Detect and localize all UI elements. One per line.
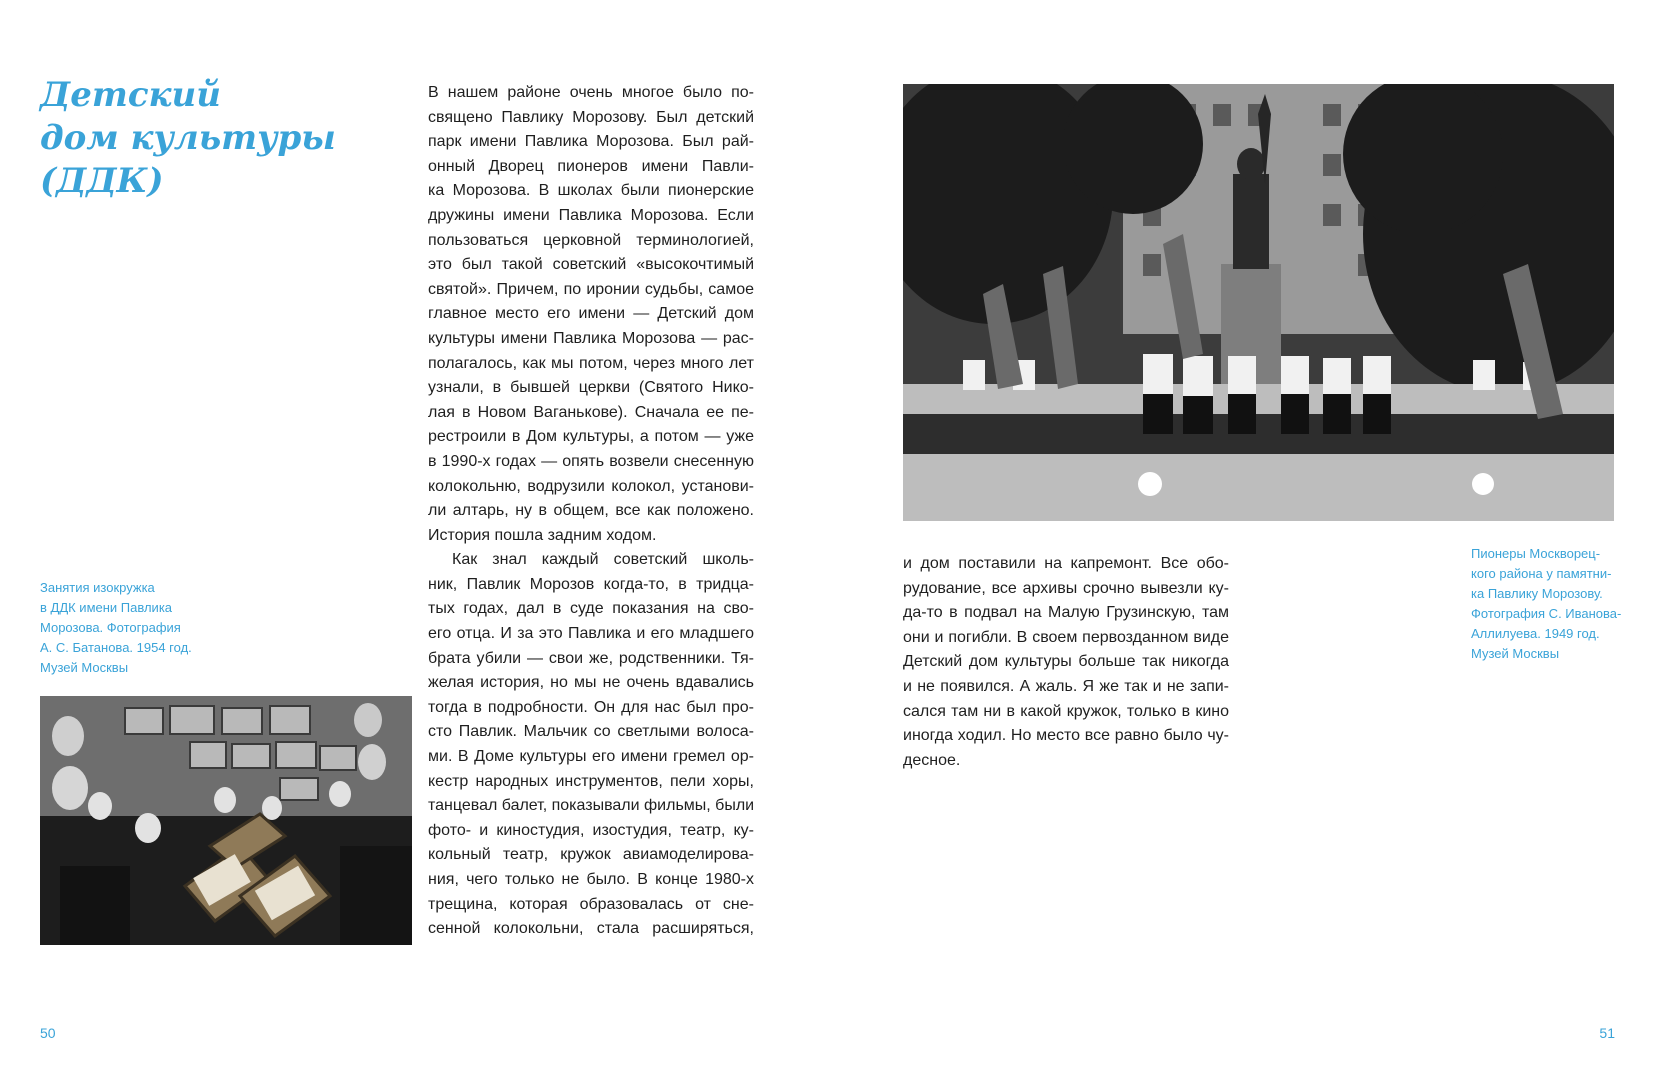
page-number-right: 51 [1599, 1025, 1615, 1041]
text-line: рестроили в Дом культуры, а потом — уже [428, 428, 754, 446]
page-number-left: 50 [40, 1025, 56, 1041]
text-line: желая история, но мы не очень вдавались [428, 674, 754, 692]
text-line: трещина, которая образовалась от сне- [428, 895, 754, 913]
text-line: это был такой советский «высокочтимый [428, 256, 754, 274]
text-line: полагалось, как мы потом, через много лет [428, 354, 754, 372]
text-line: онный Дворец пионеров имени Павли- [428, 157, 754, 175]
section-title [40, 74, 370, 203]
text-line: брата убили — свои же, родственники. Тя- [428, 649, 754, 667]
caption-line: Пионеры Москворец- [1471, 546, 1601, 561]
text-line: История пошла задним ходом. [428, 526, 657, 544]
text-line: сался там ни в какой кружок, только в кино [903, 702, 1229, 720]
text-line: ми. В Доме культуры его имени гремел ор- [428, 748, 754, 766]
text-line: сенной колокольни, стала расширяться, [428, 920, 754, 938]
text-line: ния, чего только не было. В конце 1980-х [428, 871, 754, 888]
text-line: ли алтарь, ну в общем, все как положено. [428, 502, 754, 520]
text-line: в 1990-х годах — опять возвели снесенную [428, 452, 754, 470]
text-line: и не появился. А жаль. Я же так и не запи- [903, 677, 1229, 695]
text-line: его отца. И за это Павлика и его младшего [428, 625, 754, 643]
caption-line: Аллилуева. 1949 год. [1471, 626, 1600, 641]
section-title-line: Детский [40, 75, 221, 115]
text-line: священо Павлику Морозову. Был детский [428, 108, 754, 126]
text-line: танцевал балет, показывали фильмы, были [428, 797, 755, 815]
text-line: В нашем районе очень многое было по- [428, 84, 754, 101]
text-line: десное. [903, 751, 961, 769]
text-line: ник, Павлик Морозов когда-то, в тридца- [428, 575, 754, 593]
caption-line: Музей Москвы [40, 660, 129, 675]
caption-line: А. С. Батанова. 1954 год. [40, 640, 192, 655]
caption-line: в ДДК имени Павлика [40, 600, 173, 615]
body-text-column-middle [428, 81, 754, 942]
text-line: ка Морозова. В школах были пионерские [428, 182, 754, 200]
text-line: лая в Новом Ваганькове). Сначала ее пе- [428, 403, 754, 421]
photo-caption-left [40, 578, 192, 678]
text-line: дружины имени Павлика Морозова. Если [428, 206, 754, 224]
pioneers-monument-photo-image [903, 84, 1614, 521]
text-line: кестр народных инструментов, пели хоры, [428, 772, 754, 790]
text-line: Детский дом культуры больше так никогда [903, 653, 1229, 671]
text-line: и дом поставили на капремонт. Все обо- [903, 555, 1229, 572]
text-line: фото- и киностудия, изостудия, театр, ку- [428, 821, 754, 839]
caption-line: Морозова. Фотография [40, 620, 181, 635]
caption-line: Музей Москвы [1471, 646, 1560, 661]
section-title-line: дом культуры [40, 118, 336, 158]
art-class-photo [40, 696, 412, 945]
text-line: главное место его имени — Детский дом [428, 305, 754, 323]
caption-line: ка Павлику Морозову. [1471, 586, 1603, 601]
text-line: узнали, в бывшей церкви (Святого Нико- [428, 379, 754, 397]
text-line: Как знал каждый советский школь- [452, 551, 754, 569]
text-line: пользоваться церковной терминологией, [428, 231, 754, 249]
text-line: иногда ходил. Но место все равно было чу- [903, 727, 1229, 745]
text-line: культуры имени Павлика Морозова — рас- [428, 329, 754, 347]
text-line: парк имени Павлика Морозова. Был рай- [428, 133, 754, 151]
caption-line: Фотография С. Иванова- [1471, 606, 1622, 621]
text-line: они и погибли. В своем первозданном виде [903, 628, 1229, 646]
art-class-photo-image [40, 696, 412, 945]
photo-caption-right [1471, 544, 1621, 664]
text-line: сто Павлик. Мальчик со светлыми волоса- [428, 723, 754, 741]
text-line: кольный театр, кружок авиамоделирова- [428, 846, 754, 864]
text-line: тых годах, дал в суде показания на сво- [428, 600, 754, 618]
body-text-column-right [903, 552, 1229, 773]
text-line: тогда в подробности. Он для нас был про- [428, 698, 754, 716]
text-line: колокольню, водрузили колокол, установи- [428, 477, 754, 495]
section-title-line: (ДДК) [40, 161, 164, 201]
text-line: да-то в подвал на Малую Грузинскую, там [903, 604, 1229, 622]
pioneers-monument-photo [903, 84, 1614, 521]
caption-line: Занятия изокружка [40, 580, 155, 595]
text-line: святой». Причем, по иронии судьбы, самое [428, 280, 754, 298]
text-line: рудование, все архивы срочно вывезли ку- [903, 579, 1229, 597]
caption-line: кого района у памятни- [1471, 566, 1612, 581]
